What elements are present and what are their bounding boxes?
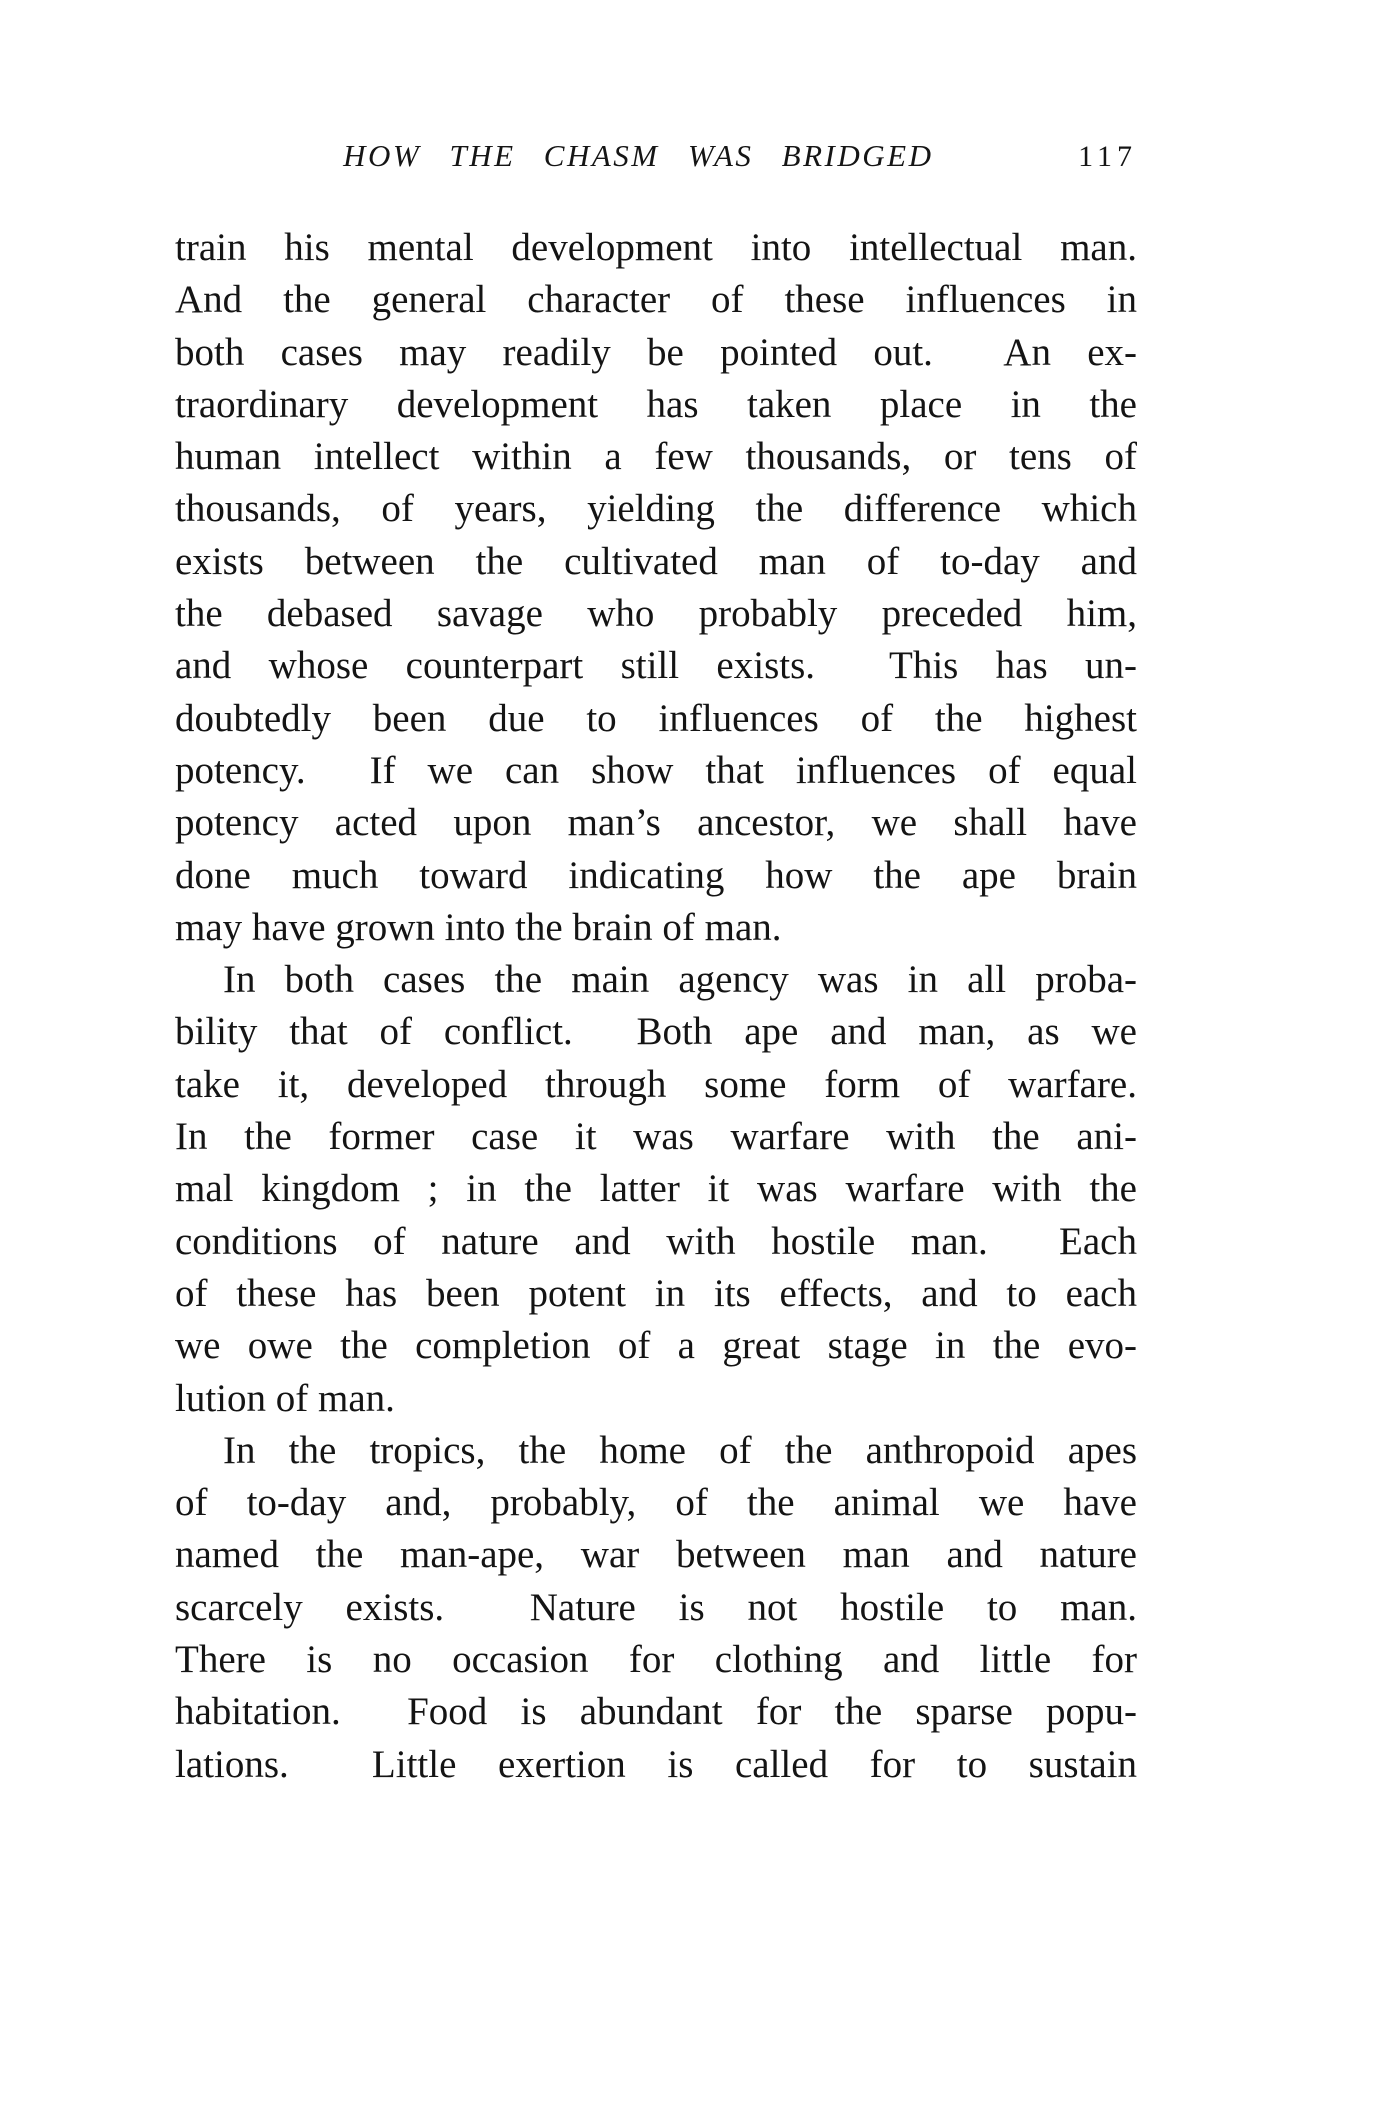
text-line: doubtedly been due to influences of the highest <box>175 696 1137 740</box>
page-number: 117 <box>1078 140 1137 173</box>
paragraph <box>175 954 1137 1425</box>
text-line: potency. If we can show that influences of equal <box>175 748 1137 792</box>
text-line: we owe the completion of a great stage in the evo- <box>175 1324 1137 1368</box>
text-line: bility that of conflict. Both ape and man, as we <box>175 1010 1137 1054</box>
text-line: exists between the cultivated man of to-day and <box>175 539 1137 583</box>
text-line: the debased savage who probably preceded him, <box>175 592 1137 636</box>
text-line: train his mental development into intellectual man. <box>175 226 1137 269</box>
text-line: of to-day and, probably, of the animal we have <box>175 1481 1137 1525</box>
text-line: human intellect within a few thousands, or tens of <box>175 435 1137 479</box>
text-line: There is no occasion for clothing and little for <box>175 1638 1137 1682</box>
text-line: lations. Little exertion is called for to sustain <box>175 1742 1137 1786</box>
text-line: thousands, of years, yielding the difference which <box>175 487 1137 531</box>
text-line: habitation. Food is abundant for the sparse popu- <box>175 1690 1137 1734</box>
running-header <box>175 138 1137 188</box>
text-line: done much toward indicating how the ape brain <box>175 853 1137 897</box>
body-text <box>175 222 1137 1791</box>
text-line: and whose counterpart still exists. This has un- <box>175 644 1137 688</box>
text-line: In the tropics, the home of the anthropoid apes <box>223 1428 1137 1472</box>
text-line: scarcely exists. Nature is not hostile to man. <box>175 1585 1137 1629</box>
chapter-title: HOW THE CHASM WAS BRIDGED <box>343 138 934 173</box>
text-line: In the former case it was warfare with the ani- <box>175 1115 1137 1159</box>
text-line: of these has been potent in its effects, and to each <box>175 1271 1137 1315</box>
text-line: named the man-ape, war between man and nature <box>175 1533 1137 1577</box>
text-line: potency acted upon man’s ancestor, we shall have <box>175 801 1137 845</box>
paragraph <box>175 1425 1137 1791</box>
text-line: In both cases the main agency was in all proba- <box>223 958 1137 1002</box>
text-line: both cases may readily be pointed out. An ex- <box>175 330 1137 374</box>
text-line: lution of man. <box>175 1376 395 1420</box>
text-line: conditions of nature and with hostile man. Each <box>175 1219 1137 1263</box>
paragraph <box>175 222 1137 954</box>
text-line: may have grown into the brain of man. <box>175 905 782 949</box>
text-line: mal kingdom ; in the latter it was warfare with the <box>175 1167 1137 1211</box>
text-line: take it, developed through some form of warfare. <box>175 1062 1137 1106</box>
text-line: traordinary development has taken place in the <box>175 382 1137 426</box>
text-line: And the general character of these influences in <box>175 278 1137 322</box>
